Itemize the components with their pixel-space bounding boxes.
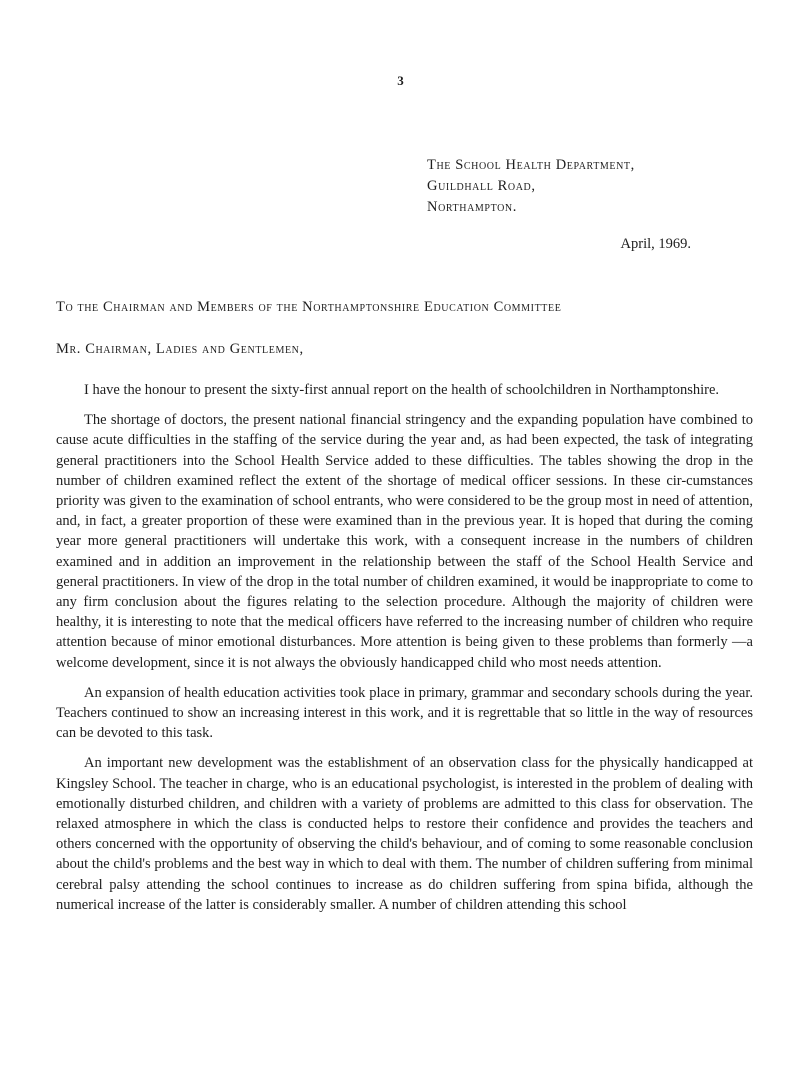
page-number: 3: [397, 73, 404, 88]
address-line-town: Northampton.: [427, 199, 517, 215]
paragraph: I have the honour to present the sixty-first annual report on the health of schoolchildren in Northamptonshire.: [84, 382, 720, 398]
paragraph: The shortage of doctors, the present national financial stringency and the expanding population have combined to cause acute difficulties in the staffing of the service during the year and, as had been expected, the task of integrating general practitioners into the School Health Service added to these difficulties. The tables showing the drop in the number of children examined reflect the extent of the shortage of medical officer sessions. In these cir-cumstances priority was given to the examination of school entrants, who were considered to be the group most in need of attention, and, in fact, a greater proportion of these were examined than in the previous year. It is hoped that during the coming year more general practitioners will undertake this work, with a consequent increase in the numbers of children examined and in addition an improvement in the relationship between the staff of the School Health Service and general practitioners. In view of the drop in the total number of children examined, it would be inappropriate to come to any firm conclusion about the figures relating to the selection procedure. Although the majority of children were healthy, it is interesting to note that the medical officers have referred to the increasing number of children who require attention because of minor emotional disturbances. More attention is being given to these problems than formerly —a welcome development, since it is not always the obviously handicapped child who most needs attention.: [56, 412, 753, 671]
addressee: To the Chairman and Members of the Northamptonshire Education Committee: [56, 299, 562, 315]
address-line-road: Guildhall Road,: [427, 178, 536, 194]
address-line-department: The School Health Department,: [427, 157, 635, 173]
letter-body: [56, 380, 753, 925]
paragraph: An expansion of health education activities took place in primary, grammar and secondary schools during the year. Teachers continued to show an increasing interest in this work, and it is regrettable that so little in the way of resources can be devoted to this task.: [56, 684, 753, 742]
salutation: Mr. Chairman, Ladies and Gentlemen,: [56, 341, 304, 357]
paragraph: An important new development was the establishment of an observation class for the physically handicapped at Kingsley School. The teacher in charge, who is an educational psychologist, is interested in the problem of dealing with emotionally disturbed children, and children with a variety of problems are admitted to this class for observation. The relaxed atmosphere in which the class is conducted helps to restore their confidence and provides the teachers and others concerned with the opportunity of observing the child's behaviour, and of coming to some reasonable conclusion about the child's problems and the best way in which to deal with them. The number of children suffering from minimal cerebral palsy attending the school continues to increase as do children suffering from spina bifida, although the numerical increase of the latter is considerably smaller. A number of children attending this school: [56, 755, 753, 913]
sender-address: [427, 155, 635, 218]
letter-date: April, 1969.: [620, 236, 691, 252]
